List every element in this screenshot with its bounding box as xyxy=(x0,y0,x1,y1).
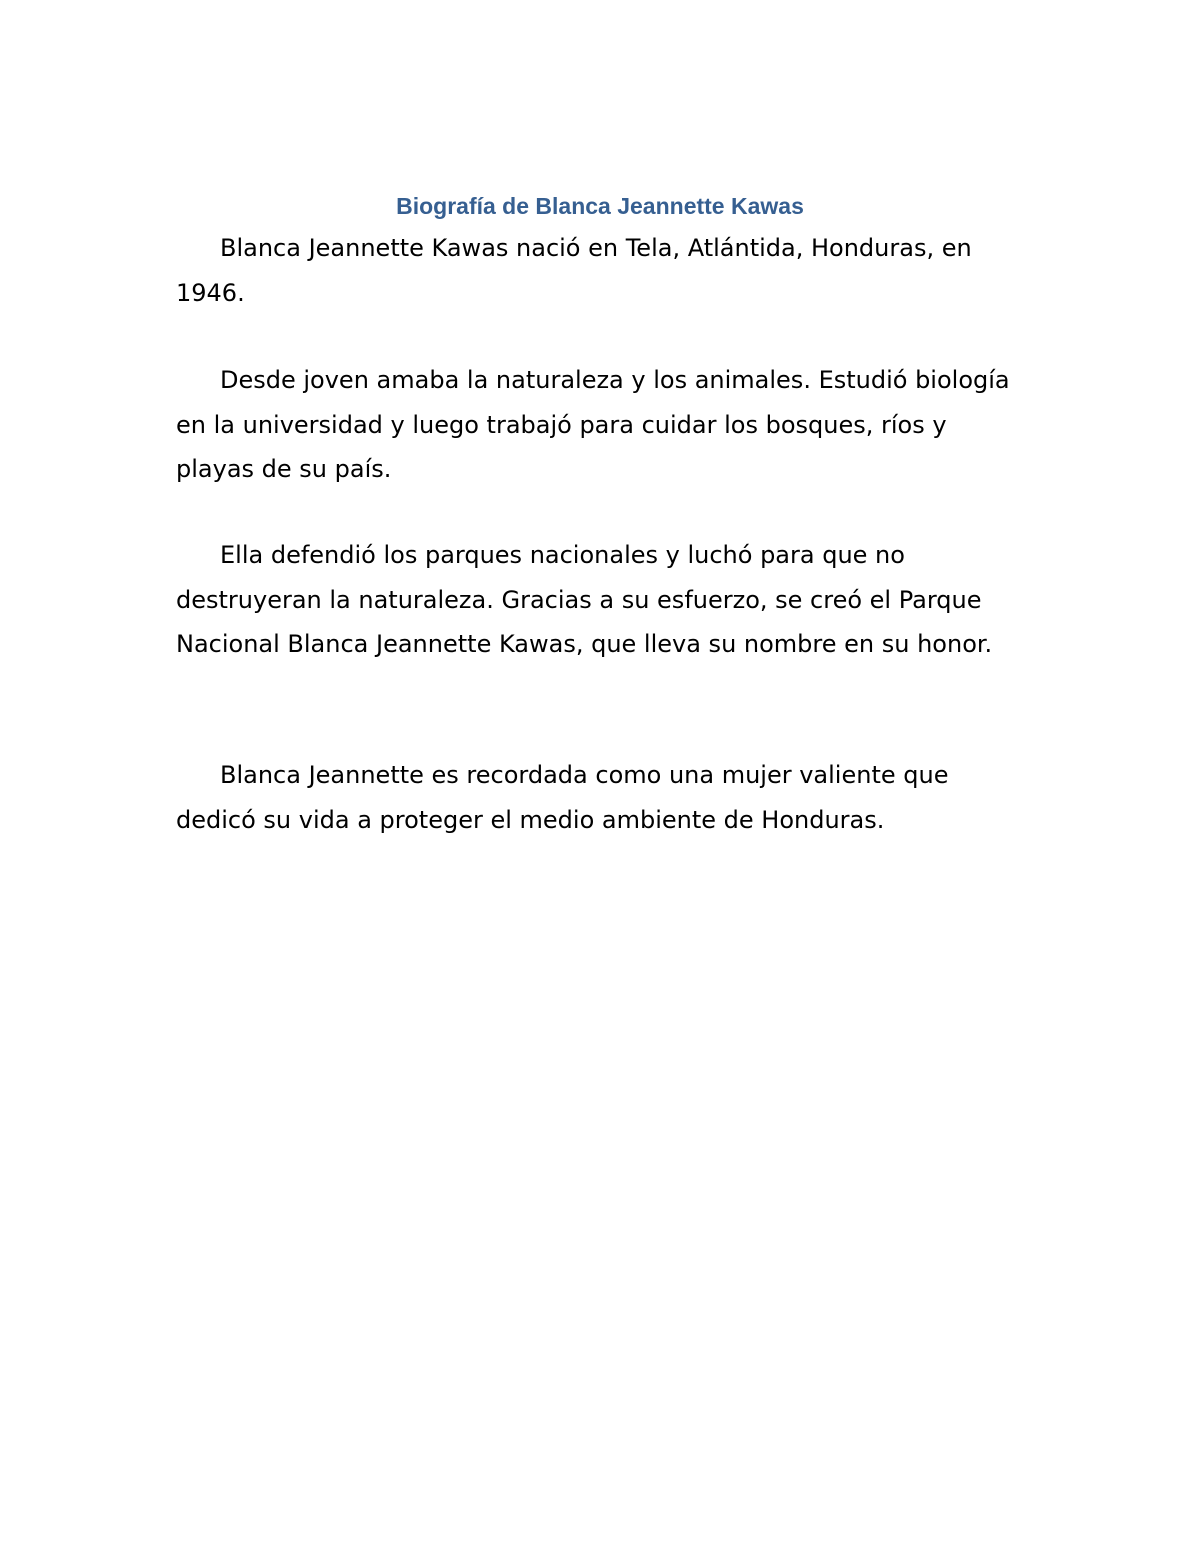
document-title: Biografía de Blanca Jeannette Kawas xyxy=(396,193,804,219)
paragraph-birth: Blanca Jeannette Kawas nació en Tela, Atlántida, Honduras, en 1946. xyxy=(176,234,972,307)
paragraph-legacy: Blanca Jeannette es recordada como una mujer valiente que dedicó su vida a proteger el medio ambiente de Honduras. xyxy=(176,761,949,834)
paragraph-education: Desde joven amaba la naturaleza y los animales. Estudió biología en la universidad y luego trabajó para cuidar los bosques, ríos y playas de su país. xyxy=(176,366,1010,483)
paragraph-national-park: Ella defendió los parques nacionales y luchó para que no destruyeran la naturaleza. Gracias a su esfuerzo, se creó el Parque Nacional Blanca Jeannette Kawas, que lleva su nombre en su honor. xyxy=(176,541,993,658)
